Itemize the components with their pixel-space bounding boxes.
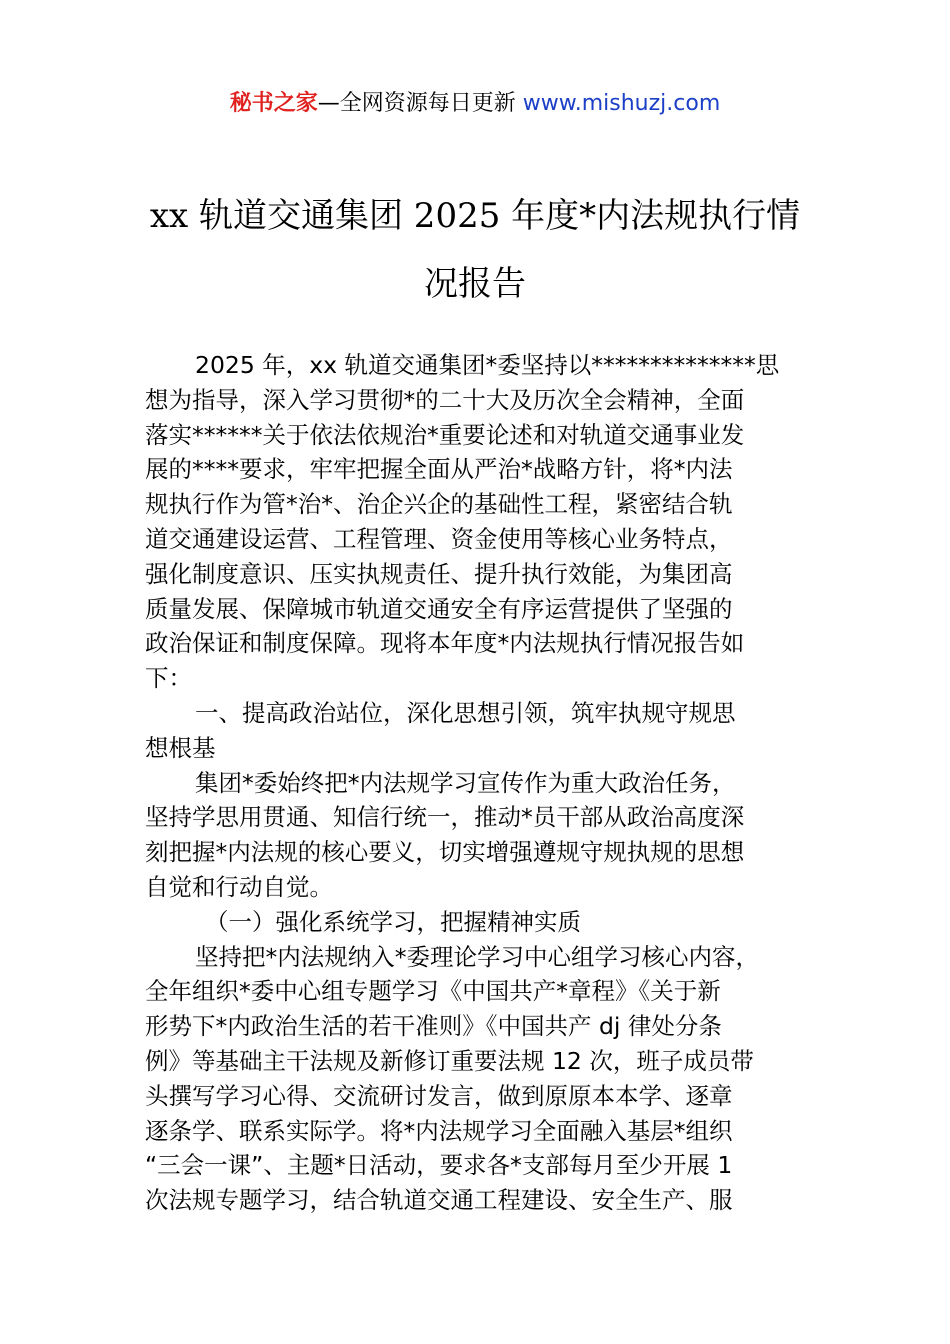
- text-line: 强化制度意识、压实执规责任、提升执行效能，为集团高: [145, 559, 733, 588]
- text-line: 道交通建设运营、工程管理、资金使用等核心业务特点，: [145, 524, 733, 553]
- text-line: 逐条学、联系实际学。将*内法规学习全面融入基层*组织: [145, 1116, 733, 1145]
- text-line: 想为指导，深入学习贯彻*的二十大及历次全会精神，全面: [145, 385, 745, 414]
- text-line: 一、提高政治站位，深化思想引领，筑牢执规守规思: [195, 698, 736, 727]
- subsection-paragraph: [145, 940, 845, 1218]
- header-slogan: —全网资源每日更新: [317, 91, 523, 116]
- text-line: 例》等基础主干法规及新修订重要法规 12 次，班子成员带: [145, 1046, 754, 1075]
- text-line: 想根基: [145, 733, 216, 762]
- document-body: [145, 348, 845, 1218]
- text-line: 规执行作为管*治*、治企兴企的基础性工程，紧密结合轨: [145, 490, 733, 519]
- text-line: 展的****要求，牢牢把握全面从严治*战略方针，将*内法: [145, 455, 733, 484]
- intro-paragraph: [145, 348, 845, 696]
- text-line: “三会一课”、主题*日活动，要求各*支部每月至少开展 1: [145, 1151, 733, 1180]
- text-line: 自觉和行动自觉。: [145, 872, 333, 901]
- site-header: [0, 88, 950, 120]
- subsection-heading: [145, 905, 845, 940]
- text-line: 政治保证和制度保障。现将本年度*内法规执行情况报告如: [145, 629, 745, 658]
- text-line: 集团*委始终把*内法规学习宣传作为重大政治任务，: [195, 768, 736, 797]
- text-line: 坚持学思用贯通、知信行统一，推动*员干部从政治高度深: [145, 803, 745, 832]
- text-line: 质量发展、保障城市轨道交通安全有序运营提供了坚强的: [145, 594, 733, 623]
- text-line: 头撰写学习心得、交流研讨发言，做到原原本本学、逐章: [145, 1081, 733, 1110]
- title-line: xx 轨道交通集团 2025 年度*内法规执行情: [149, 196, 801, 236]
- text-line: （一）强化系统学习，把握精神实质: [205, 907, 581, 936]
- section-heading: [145, 696, 845, 766]
- section-paragraph: [145, 766, 845, 905]
- text-line: 刻把握*内法规的核心要义，切实增强遵规守规执规的思想: [145, 838, 745, 867]
- site-url-link[interactable]: www.mishuzj.com: [522, 91, 721, 116]
- text-line: 下：: [145, 664, 192, 693]
- text-line: 次法规专题学习，结合轨道交通工程建设、安全生产、服: [145, 1186, 733, 1215]
- text-line: 2025 年，xx 轨道交通集团*委坚持以**************思: [195, 351, 780, 379]
- text-line: 形势下*内政治生活的若干准则》《中国共产 dj 律处分条: [145, 1012, 722, 1041]
- text-line: 落实******关于依法依规治*重要论述和对轨道交通事业发: [145, 420, 745, 449]
- text-line: 全年组织*委中心组专题学习《中国共产*章程》《关于新: [145, 977, 721, 1006]
- document-title: [0, 182, 950, 318]
- title-line: 况报告: [424, 264, 526, 304]
- text-line: 坚持把*内法规纳入*委理论学习中心组学习核心内容，: [195, 942, 759, 971]
- brand-name: 秘书之家: [229, 91, 318, 116]
